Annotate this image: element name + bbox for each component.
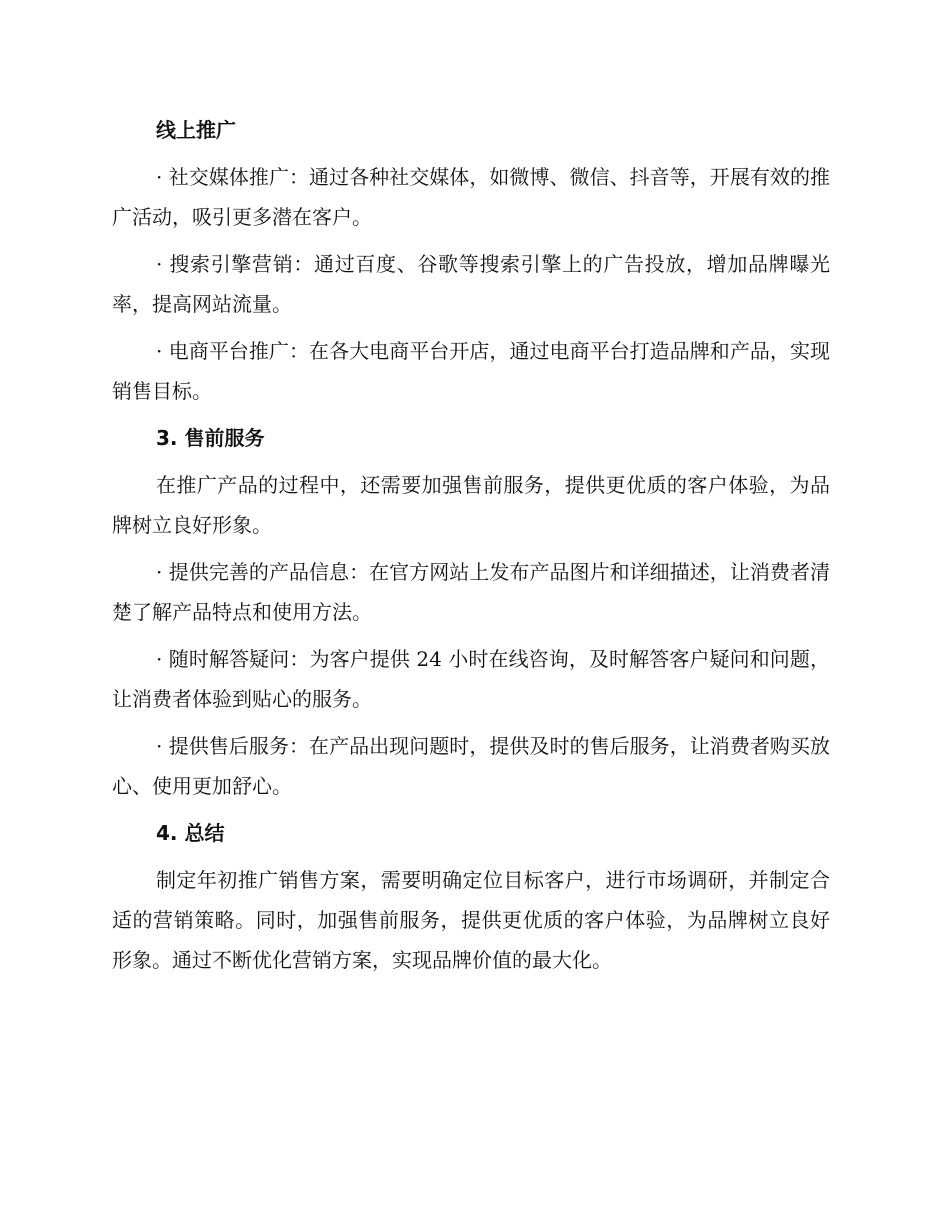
document-page [112, 110, 830, 980]
summary-paragraph: 制定年初推广销售方案，需要明确定位目标客户，进行市场调研，并制定合适的营销策略。同时，加强售前服务，提供更优质的客户体验，为品牌树立良好形象。通过不断优化营销方案，实现品牌价值的最大化。 [112, 868, 830, 972]
bullet-social-media: · 社交媒体推广：通过各种社交媒体，如微博、微信、抖音等，开展有效的推广活动，吸引更多潜在客户。 [112, 165, 830, 229]
presale-intro-paragraph: 在推广产品的过程中，还需要加强售前服务，提供更优质的客户体验，为品牌树立良好形象。 [112, 473, 830, 537]
section-heading-summary: 4. 总结 [156, 821, 225, 845]
bullet-search-engine-marketing: · 搜索引擎营销：通过百度、谷歌等搜索引擎上的广告投放，增加品牌曝光率，提高网站流量。 [112, 252, 830, 316]
bullet-after-sales: · 提供售后服务：在产品出现问题时，提供及时的售后服务，让消费者购买放心、使用更加舒心。 [112, 734, 830, 798]
section-heading-online-promotion: 线上推广 [156, 118, 236, 142]
bullet-ecommerce-platform: · 电商平台推广：在各大电商平台开店，通过电商平台打造品牌和产品，实现销售目标。 [112, 339, 830, 403]
section-heading-presale-service: 3. 售前服务 [156, 426, 265, 450]
bullet-product-info: · 提供完善的产品信息：在官方网站上发布产品图片和详细描述，让消费者清楚了解产品特点和使用方法。 [112, 560, 830, 624]
bullet-answer-questions: · 随时解答疑问：为客户提供 24 小时在线咨询，及时解答客户疑问和问题，让消费者体验到贴心的服务。 [112, 647, 830, 711]
